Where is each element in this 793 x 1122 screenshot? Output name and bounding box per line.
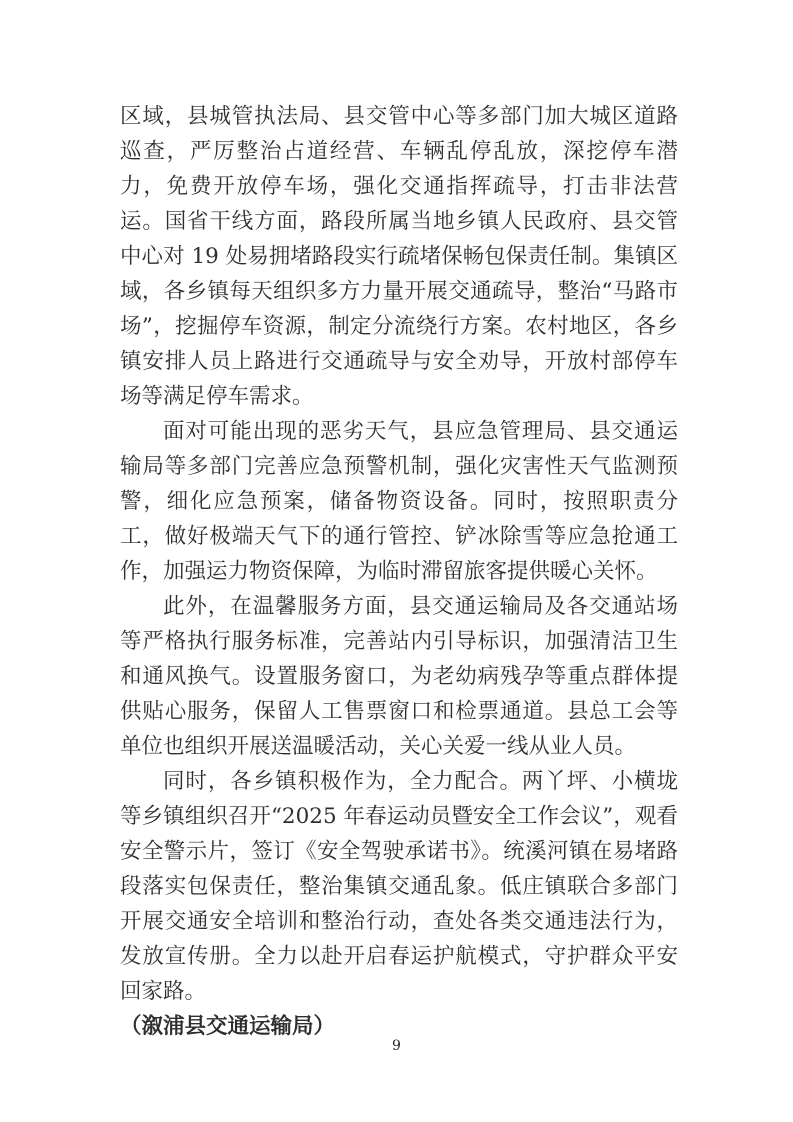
document-body — [120, 99, 678, 1044]
paragraph-weather-emergency: 面对可能出现的恶劣天气，县应急管理局、县交通运输局等多部门完善应急预警机制，强化灾害性天气监测预警，细化应急预案，储备物资设备。同时，按照职责分工，做好极端天气下的通行管控、铲冰除雪等应急抢通工作，加强运力物资保障，为临时滞留旅客提供暖心关怀。 — [120, 419, 678, 584]
paragraph-continuation: 区域，县城管执法局、县交管中心等多部门加大城区道路巡查，严厉整治占道经营、车辆乱停乱放，深挖停车潜力，免费开放停车场，强化交通指挥疏导，打击非法营运。国省干线方面，路段所属当地乡镇人民政府、县交管中心对 19 处易拥堵路段实行疏堵保畅包保责任制。集镇区域，各乡镇每天组织多方力量开展交通疏导，整治“马路市场”，挖掘停车资源，制定分流绕行方案。农村地区，各乡镇安排人员上路进行交通疏导与安全劝导，开放村部停车场等满足停车需求。 — [120, 104, 678, 409]
paragraph-township-actions: 同时，各乡镇积极作为，全力配合。两丫坪、小横垅等乡镇组织召开“2025 年春运动员暨安全工作会议”，观看安全警示片，签订《安全驾驶承诺书》。统溪河镇在易堵路段落实包保责任，整治集镇交通乱象。低庄镇联合多部门开展交通安全培训和整治行动，查处各类交通违法行为，发放宣传册。全力以赴开启春运护航模式，守护群众平安回家路。 — [120, 769, 678, 1004]
paragraph-warm-service: 此外，在温馨服务方面，县交通运输局及各交通站场等严格执行服务标准，完善站内引导标识，加强清洁卫生和通风换气。设置服务窗口，为老幼病残孕等重点群体提供贴心服务，保留人工售票窗口和检票通道。县总工会等单位也组织开展送温暖活动，关心关爱一线从业人员。 — [120, 594, 678, 759]
page-number: 9 — [392, 1038, 401, 1054]
source-attribution: （溆浦县交通运输局） — [120, 1014, 336, 1039]
